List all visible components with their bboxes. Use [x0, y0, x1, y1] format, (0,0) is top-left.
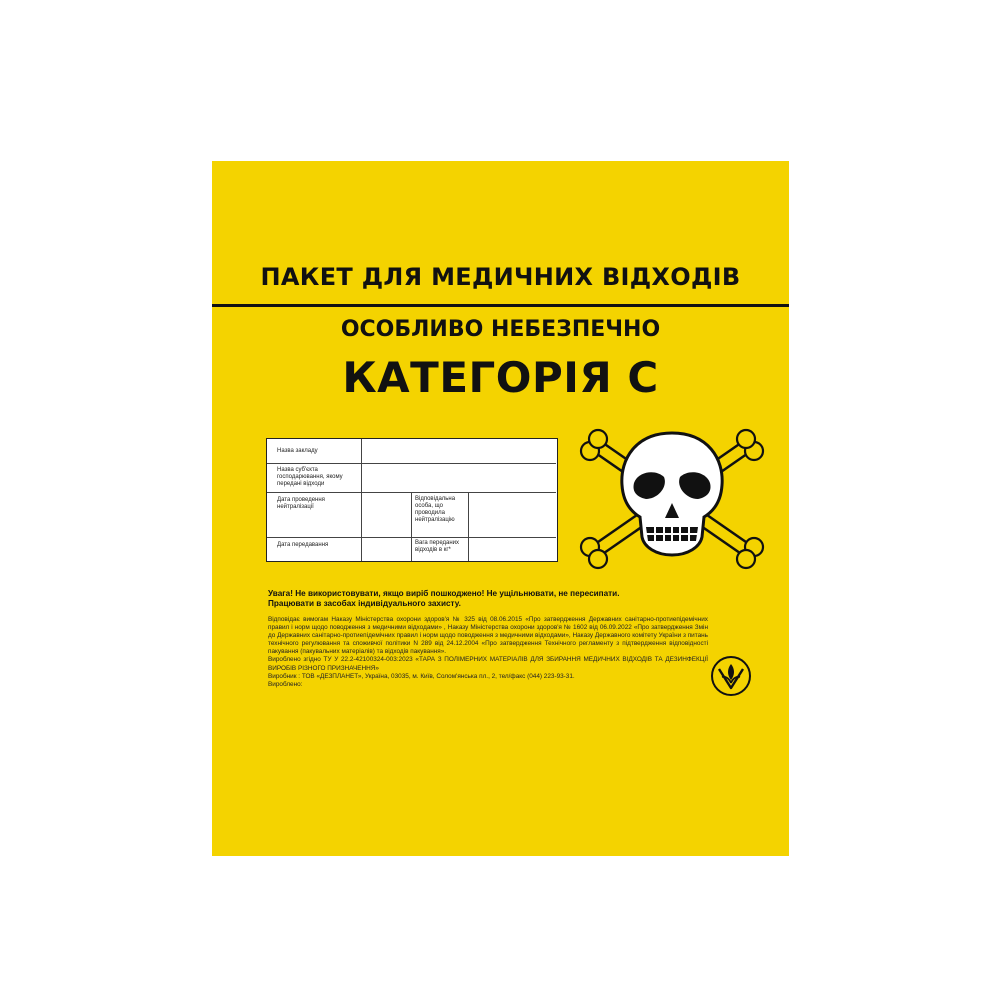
weight-label: Вага переданих відходів в кг* [415, 540, 460, 553]
form-col-divider [411, 492, 412, 561]
institution-field[interactable] [363, 441, 553, 461]
form-row-divider [267, 463, 556, 464]
transfer-date-label: Дата передавання [277, 542, 329, 548]
responsible-person-label: Відповідальна особа, що проводила нейтралізацію [415, 496, 456, 523]
form-col-divider [361, 439, 362, 561]
skull-crossbones-icon [572, 423, 772, 583]
form-col-divider [468, 492, 469, 561]
title-divider [212, 304, 789, 307]
neutralization-date-field[interactable] [363, 494, 409, 536]
institution-label: Назва закладу [277, 448, 318, 454]
regulatory-info [268, 616, 708, 689]
entity-label: Назва суб'єкта господарювання, якому передані відходи [277, 467, 343, 487]
manufacturer-text: Виробник : ТОВ «ДЕЗПЛАНЕТ», Україна, 03035, м. Київ, Солом'янська пл., 2, тел/факс (044) 223-93-31. [268, 672, 575, 680]
record-form [266, 438, 558, 562]
hazard-subtitle: ОСОБЛИВО НЕБЕЗПЕЧНО [340, 317, 661, 342]
produced-label: Вироблено: [268, 680, 303, 688]
entity-field[interactable] [363, 465, 553, 491]
transfer-date-field[interactable] [363, 539, 409, 559]
responsible-person-field[interactable] [470, 494, 554, 536]
neutralization-date-label: Дата проведення нейтралізації [277, 497, 325, 510]
standard-text: Вироблено згідно ТУ У 22.2-42100324-003:2023 «ТАРА З ПОЛІМЕРНИХ МАТЕРІАЛІВ ДЛЯ ЗБИРАННЯ МЕДИЧНИХ ВІДХОДІВ ТА ДЕЗИНФЕКЦІЇ ВИРОБІВ РІЗНОГО ПРИЗНАЧЕННЯ» [268, 656, 708, 672]
bag-title: ПАКЕТ ДЛЯ МЕДИЧНИХ ВІДХОДІВ [260, 263, 741, 291]
category-heading: КАТЕГОРІЯ С [342, 353, 659, 402]
ua-conformity-mark-icon [710, 655, 752, 697]
weight-field[interactable] [470, 539, 554, 559]
warning-line-2: Працювати в засобах індивідуального захисту. [268, 599, 461, 608]
waste-bag-label [212, 161, 789, 856]
warning-text [268, 589, 708, 609]
regulations-text: Відповідає вимогам Наказу Міністерства охорони здоров'я № 325 від 08.06.2015 «Про затвердження Державних санітарно-протиепідемічних правил і норм щодо поводження з медичними відходами» , Наказу Міністерства охорони здоров'я № 1602 від 06.09.2022 «Про затвердження Змін до Державних санітарно-протиепідемічних правил і норм щодо поводження з медичними відходами», Наказу Державного комітету України з питань технічного регулювання та споживчої політики N 289 від 24.12.2004 «Про затвердження Технічного регламенту з підтвердження відповідності пакування (пакувальних матеріалів) та відходів пакування». [268, 616, 708, 656]
warning-line-1: Увага! Не використовувати, якщо виріб пошкоджено! Не ущільнювати, не пересипати. [268, 589, 620, 598]
